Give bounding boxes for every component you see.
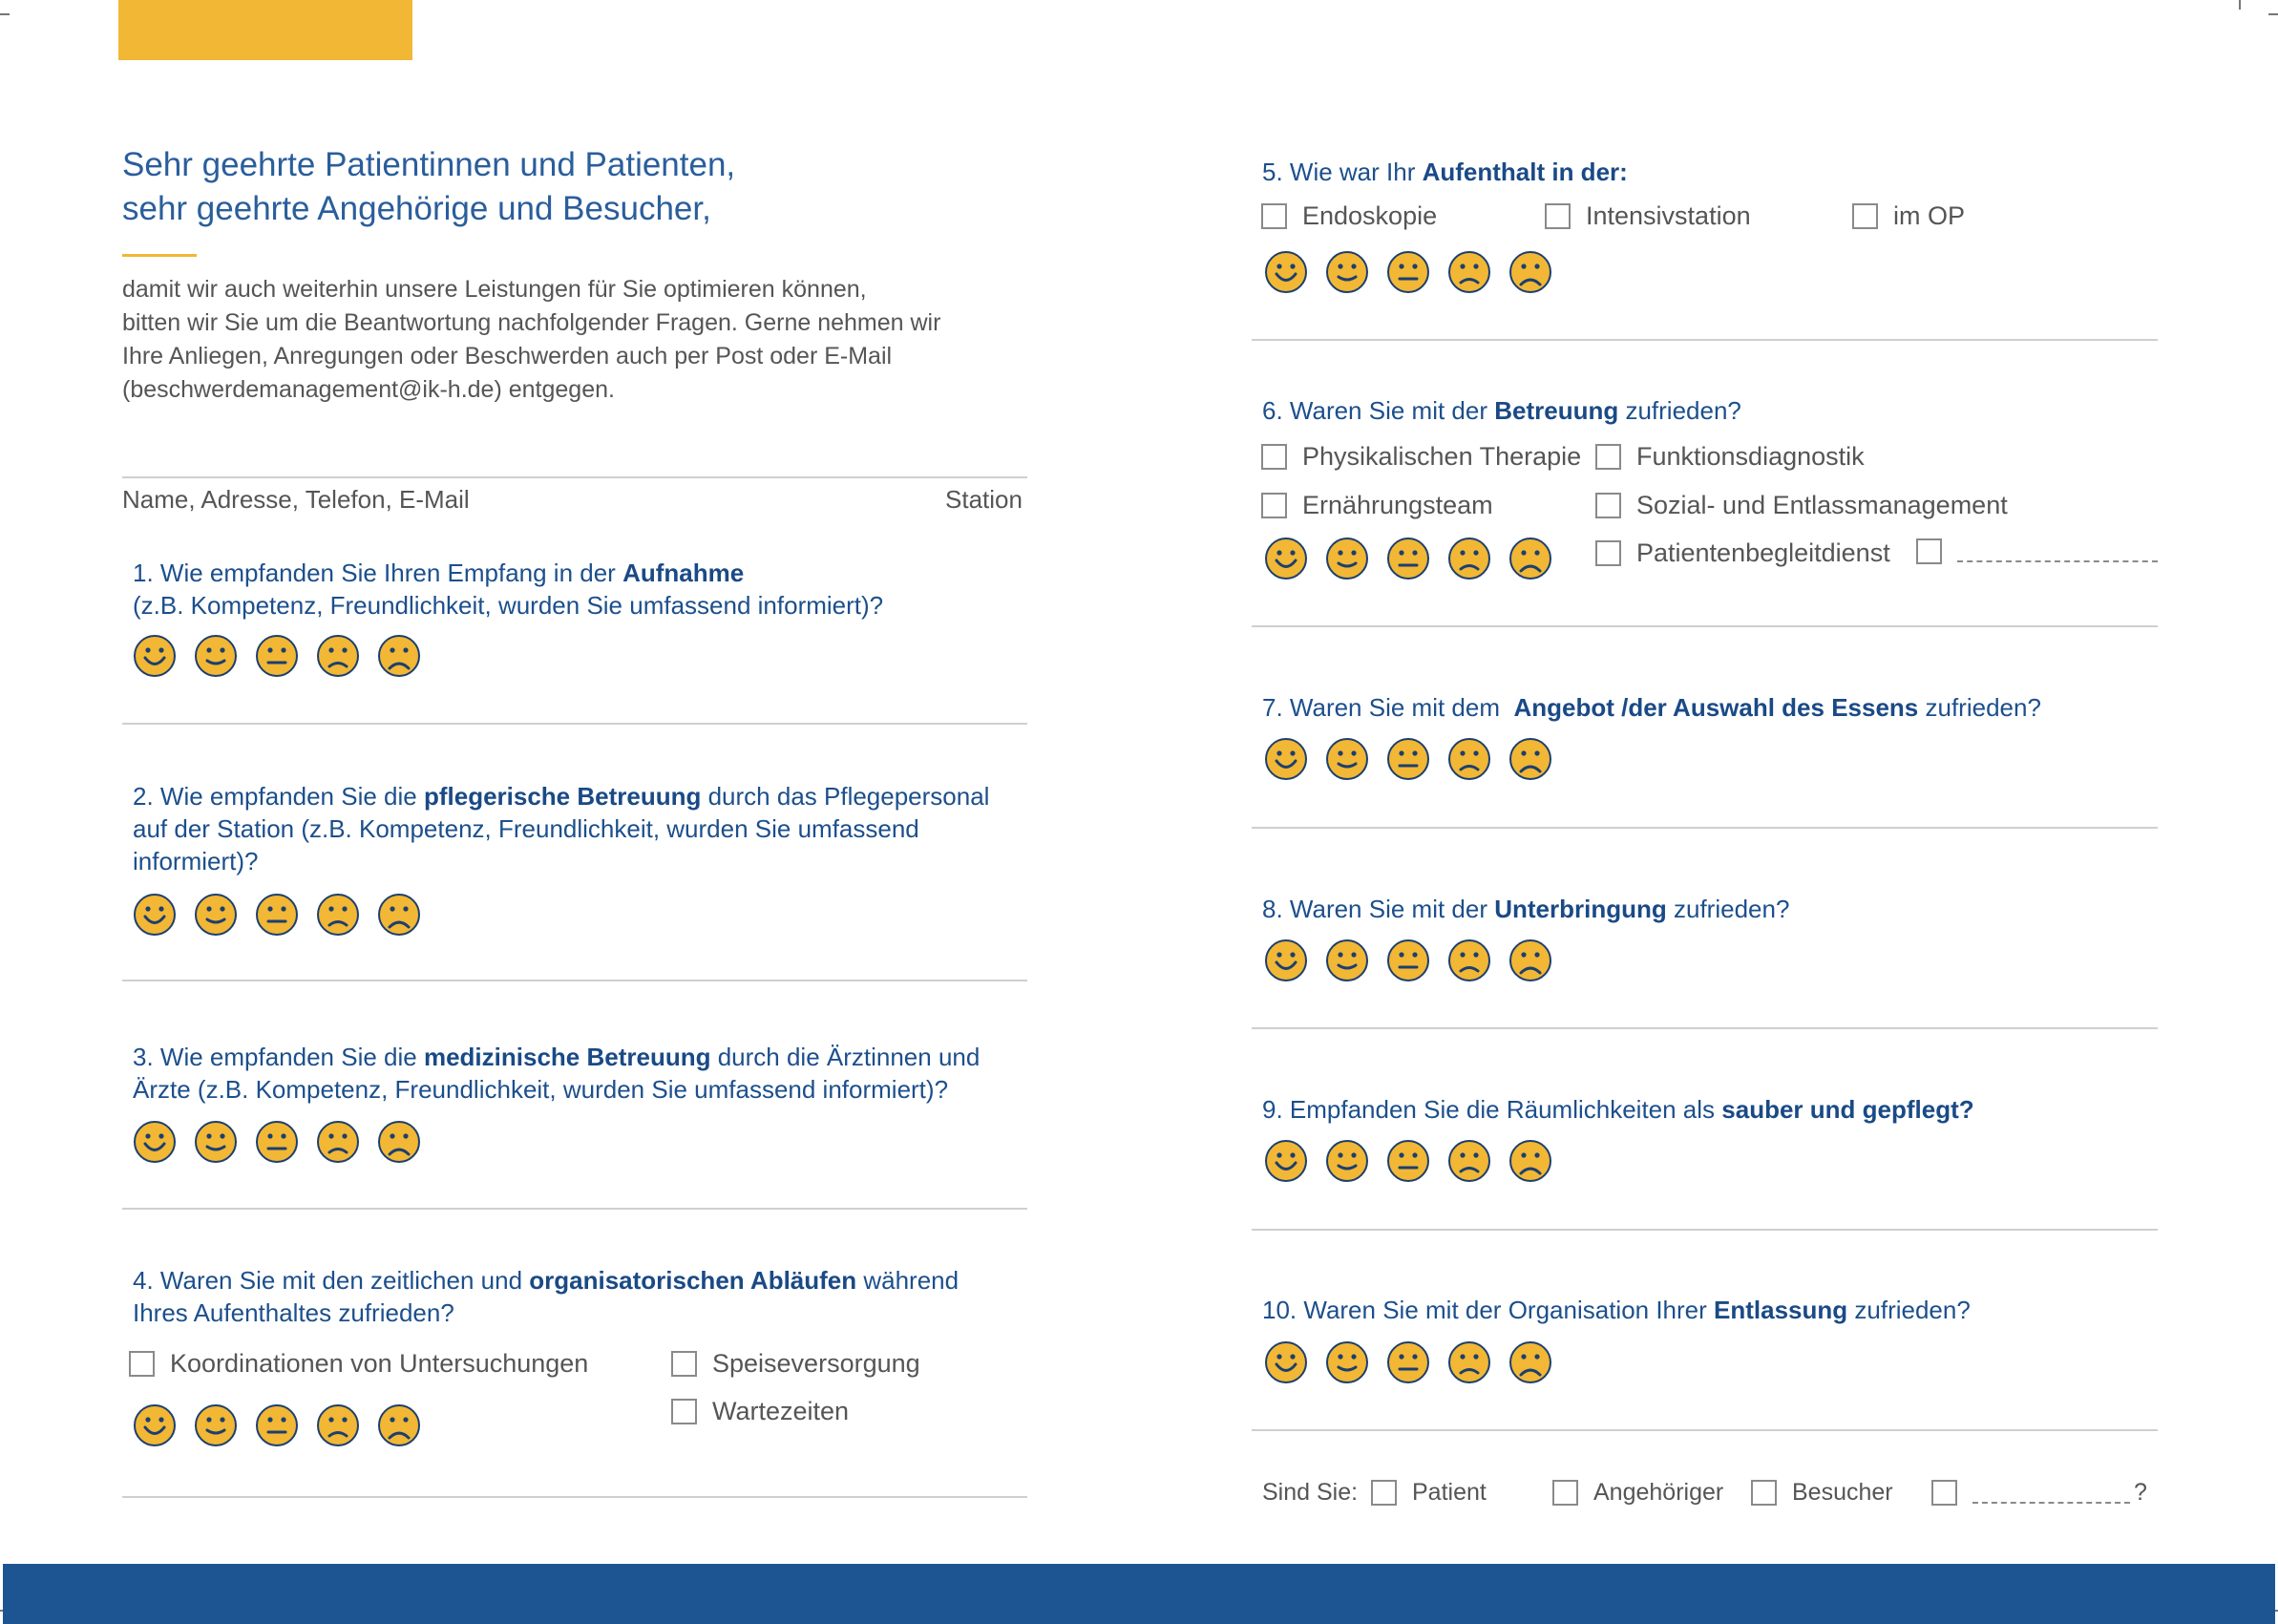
header-color-tab xyxy=(118,0,412,60)
smiley-sehr-unzufrieden-icon[interactable] xyxy=(1508,250,1552,294)
smiley-zufrieden-icon[interactable] xyxy=(1325,250,1369,294)
divider xyxy=(1252,1027,2158,1029)
smiley-sehr-unzufrieden-icon[interactable] xyxy=(377,893,421,937)
crop-mark xyxy=(0,13,10,15)
checkbox[interactable] xyxy=(129,1351,155,1377)
question-text: informiert)? xyxy=(133,847,259,875)
checkbox[interactable] xyxy=(1261,203,1287,229)
checkbox[interactable] xyxy=(671,1399,697,1424)
smiley-zufrieden-icon[interactable] xyxy=(194,634,238,678)
contact-input-line[interactable] xyxy=(122,476,1027,478)
option-wartezeiten[interactable] xyxy=(671,1397,849,1426)
question-10 xyxy=(1262,1294,1971,1326)
checkbox[interactable] xyxy=(1751,1480,1777,1506)
smiley-sehr-unzufrieden-icon[interactable] xyxy=(377,634,421,678)
rating-row xyxy=(1264,250,1552,294)
option-label: Endoskopie xyxy=(1302,201,1438,230)
smiley-zufrieden-icon[interactable] xyxy=(1325,537,1369,580)
intro-line: Ihre Anliegen, Anregungen oder Beschwerden auch per Post oder E-Mail xyxy=(122,343,893,369)
smiley-neutral-icon[interactable] xyxy=(255,634,299,678)
divider xyxy=(1252,1429,2158,1431)
checkbox[interactable] xyxy=(1595,493,1621,518)
option-label: Ernährungsteam xyxy=(1302,491,1493,519)
rating-row xyxy=(133,1120,421,1164)
question-keyword: Aufnahme xyxy=(622,559,745,587)
smiley-unzufrieden-icon[interactable] xyxy=(1447,1139,1491,1183)
checkbox[interactable] xyxy=(1931,1480,1957,1506)
checkbox[interactable] xyxy=(1371,1480,1397,1506)
option-label: Koordinationen von Untersuchungen xyxy=(170,1349,589,1378)
question-7 xyxy=(1262,691,2041,724)
respondent-label: Sind Sie: xyxy=(1262,1479,1359,1506)
question-text: Ihres Aufenthaltes zufrieden? xyxy=(133,1298,454,1327)
smiley-neutral-icon[interactable] xyxy=(255,1120,299,1164)
option-koordination[interactable] xyxy=(129,1349,588,1379)
smiley-unzufrieden-icon[interactable] xyxy=(316,893,360,937)
checkbox[interactable] xyxy=(1595,444,1621,470)
divider xyxy=(122,1496,1027,1498)
question-keyword: Angebot /der Auswahl des Essens xyxy=(1513,693,1919,722)
rating-row xyxy=(133,634,421,678)
question-text: 1. Wie empfanden Sie Ihren Empfang in der xyxy=(133,559,623,587)
smiley-sehr-unzufrieden-icon[interactable] xyxy=(377,1403,421,1447)
question-text: auf der Station (z.B. Kompetenz, Freundlichkeit, wurden Sie umfassend xyxy=(133,814,919,843)
contact-name-label: Name, Adresse, Telefon, E-Mail xyxy=(122,485,470,514)
smiley-neutral-icon[interactable] xyxy=(1386,250,1430,294)
smiley-sehr-unzufrieden-icon[interactable] xyxy=(1508,537,1552,580)
rating-row xyxy=(1264,737,1552,781)
option-physikalische-therapie[interactable] xyxy=(1261,442,1581,472)
footer-band xyxy=(3,1564,2275,1624)
smiley-sehr-zufrieden-icon[interactable] xyxy=(1264,250,1308,294)
question-keyword: Entlassung xyxy=(1714,1296,1848,1324)
question-keyword: Unterbringung xyxy=(1494,895,1667,923)
question-text: durch die Ärztinnen und xyxy=(710,1043,981,1071)
question-9 xyxy=(1262,1093,1974,1126)
smiley-zufrieden-icon[interactable] xyxy=(1325,1340,1369,1384)
crop-mark xyxy=(2239,0,2241,10)
question-text: 6. Waren Sie mit der xyxy=(1262,396,1495,425)
option-label: Patientenbegleitdienst xyxy=(1636,538,1890,567)
option-suffix: ? xyxy=(2134,1479,2147,1506)
question-4 xyxy=(133,1264,959,1329)
smiley-sehr-zufrieden-icon[interactable] xyxy=(133,893,177,937)
question-keyword: sauber und gepflegt? xyxy=(1721,1095,1974,1124)
option-label: im OP xyxy=(1893,201,1966,230)
question-keyword: medizinische Betreuung xyxy=(423,1043,711,1071)
checkbox[interactable] xyxy=(1545,203,1571,229)
option-ernaehrungsteam[interactable] xyxy=(1261,491,1493,520)
option-funktionsdiagnostik[interactable] xyxy=(1595,442,1865,472)
option-label: Sozial- und Entlassmanagement xyxy=(1636,491,2008,519)
smiley-unzufrieden-icon[interactable] xyxy=(1447,939,1491,982)
smiley-sehr-zufrieden-icon[interactable] xyxy=(1264,537,1308,580)
question-text: 5. Wie war Ihr xyxy=(1262,158,1423,186)
question-3 xyxy=(133,1041,980,1106)
option-label: Speiseversorgung xyxy=(712,1349,920,1378)
smiley-neutral-icon[interactable] xyxy=(1386,1340,1430,1384)
checkbox[interactable] xyxy=(1261,493,1287,518)
greeting-line: sehr geehrte Angehörige und Besucher, xyxy=(122,190,711,227)
question-text: 10. Waren Sie mit der Organisation Ihrer xyxy=(1262,1296,1715,1324)
smiley-unzufrieden-icon[interactable] xyxy=(1447,537,1491,580)
rating-row xyxy=(133,1403,421,1447)
rating-row xyxy=(1264,1340,1552,1384)
checkbox[interactable] xyxy=(1916,538,1942,564)
respondent-angehoeriger[interactable] xyxy=(1552,1479,1723,1507)
smiley-sehr-zufrieden-icon[interactable] xyxy=(1264,939,1308,982)
smiley-neutral-icon[interactable] xyxy=(255,1403,299,1447)
divider xyxy=(122,1208,1027,1210)
question-text: (z.B. Kompetenz, Freundlichkeit, wurden Sie umfassend informiert)? xyxy=(133,591,884,620)
option-label: Angehöriger xyxy=(1593,1479,1724,1506)
rating-row xyxy=(1264,939,1552,982)
question-text: zufrieden? xyxy=(1918,693,2041,722)
divider xyxy=(1252,625,2158,627)
option-label: Intensivstation xyxy=(1586,201,1751,230)
question-1 xyxy=(133,557,883,622)
smiley-sehr-unzufrieden-icon[interactable] xyxy=(1508,737,1552,781)
rating-row xyxy=(1264,1139,1552,1183)
smiley-unzufrieden-icon[interactable] xyxy=(1447,737,1491,781)
option-label: Besucher xyxy=(1792,1479,1893,1506)
question-6 xyxy=(1262,394,1741,427)
option-label: Wartezeiten xyxy=(712,1397,850,1425)
intro-line: bitten wir Sie um die Beantwortung nachfolgender Fragen. Gerne nehmen wir xyxy=(122,309,941,336)
smiley-unzufrieden-icon[interactable] xyxy=(316,1403,360,1447)
checkbox[interactable] xyxy=(1852,203,1878,229)
question-text: Ärzte (z.B. Kompetenz, Freundlichkeit, wurden Sie umfassend informiert)? xyxy=(133,1075,949,1104)
question-text: während xyxy=(856,1266,960,1295)
question-text: 9. Empfanden Sie die Räumlichkeiten als xyxy=(1262,1095,1722,1124)
option-im-op[interactable] xyxy=(1852,201,1965,231)
question-text: zufrieden? xyxy=(1618,396,1741,425)
checkbox[interactable] xyxy=(1261,444,1287,470)
question-keyword: pflegerische Betreuung xyxy=(423,782,702,811)
question-text: zufrieden? xyxy=(1666,895,1790,923)
smiley-unzufrieden-icon[interactable] xyxy=(316,634,360,678)
question-text: durch das Pflegepersonal xyxy=(701,782,990,811)
other-blank-line[interactable] xyxy=(1957,541,2158,562)
question-text: 4. Waren Sie mit den zeitlichen und xyxy=(133,1266,530,1295)
divider xyxy=(1252,1229,2158,1231)
checkbox[interactable] xyxy=(671,1351,697,1377)
question-8 xyxy=(1262,893,1789,925)
smiley-sehr-zufrieden-icon[interactable] xyxy=(1264,737,1308,781)
option-intensivstation[interactable] xyxy=(1545,201,1751,231)
smiley-sehr-zufrieden-icon[interactable] xyxy=(133,1120,177,1164)
divider xyxy=(122,723,1027,725)
question-keyword: organisatorischen Abläufen xyxy=(529,1266,857,1295)
other-blank-line[interactable] xyxy=(1972,1483,2130,1504)
smiley-sehr-zufrieden-icon[interactable] xyxy=(1264,1139,1308,1183)
question-keyword: Betreuung xyxy=(1494,396,1619,425)
smiley-neutral-icon[interactable] xyxy=(1386,737,1430,781)
question-2 xyxy=(133,780,989,877)
intro-line: (beschwerdemanagement@ik-h.de) entgegen. xyxy=(122,376,615,403)
question-text: 2. Wie empfanden Sie die xyxy=(133,782,424,811)
smiley-zufrieden-icon[interactable] xyxy=(1325,737,1369,781)
option-other[interactable] xyxy=(1916,538,2158,564)
smiley-neutral-icon[interactable] xyxy=(1386,1139,1430,1183)
option-endoskopie[interactable] xyxy=(1261,201,1437,231)
respondent-other[interactable] xyxy=(1931,1479,2147,1507)
divider xyxy=(1252,827,2158,829)
option-speiseversorgung[interactable] xyxy=(671,1349,920,1379)
smiley-unzufrieden-icon[interactable] xyxy=(1447,1340,1491,1384)
smiley-sehr-zufrieden-icon[interactable] xyxy=(133,634,177,678)
question-keyword: Aufenthalt in der: xyxy=(1422,158,1628,186)
smiley-neutral-icon[interactable] xyxy=(1386,537,1430,580)
question-text: zufrieden? xyxy=(1847,1296,1971,1324)
option-label: Physikalischen Therapie xyxy=(1302,442,1582,471)
divider xyxy=(1252,339,2158,341)
question-text: 7. Waren Sie mit dem xyxy=(1262,693,1514,722)
smiley-sehr-unzufrieden-icon[interactable] xyxy=(1508,1139,1552,1183)
contact-station-label: Station xyxy=(945,485,1023,514)
question-text: 8. Waren Sie mit der xyxy=(1262,895,1495,923)
smiley-sehr-unzufrieden-icon[interactable] xyxy=(377,1120,421,1164)
smiley-sehr-zufrieden-icon[interactable] xyxy=(1264,1340,1308,1384)
option-patientenbegleitdienst[interactable] xyxy=(1595,538,1890,568)
crop-mark xyxy=(2268,13,2278,15)
intro-text xyxy=(122,273,1020,407)
rating-row xyxy=(133,893,421,937)
greeting xyxy=(122,143,735,231)
smiley-zufrieden-icon[interactable] xyxy=(1325,1139,1369,1183)
smiley-sehr-unzufrieden-icon[interactable] xyxy=(1508,1340,1552,1384)
accent-rule xyxy=(122,254,197,257)
option-label: Patient xyxy=(1412,1479,1487,1506)
smiley-neutral-icon[interactable] xyxy=(1386,939,1430,982)
intro-line: damit wir auch weiterhin unsere Leistungen für Sie optimieren können, xyxy=(122,276,867,303)
rating-row xyxy=(1264,537,1552,580)
option-sozialmanagement[interactable] xyxy=(1595,491,2008,520)
smiley-unzufrieden-icon[interactable] xyxy=(1447,250,1491,294)
option-label: Funktionsdiagnostik xyxy=(1636,442,1865,471)
checkbox[interactable] xyxy=(1552,1480,1578,1506)
respondent-besucher[interactable] xyxy=(1751,1479,1893,1507)
smiley-zufrieden-icon[interactable] xyxy=(194,1403,238,1447)
smiley-zufrieden-icon[interactable] xyxy=(194,893,238,937)
divider xyxy=(122,980,1027,981)
question-5 xyxy=(1262,156,1628,188)
smiley-zufrieden-icon[interactable] xyxy=(1325,939,1369,982)
question-text: 3. Wie empfanden Sie die xyxy=(133,1043,424,1071)
smiley-zufrieden-icon[interactable] xyxy=(194,1120,238,1164)
respondent-patient[interactable] xyxy=(1371,1479,1487,1507)
smiley-unzufrieden-icon[interactable] xyxy=(316,1120,360,1164)
smiley-sehr-zufrieden-icon[interactable] xyxy=(133,1403,177,1447)
checkbox[interactable] xyxy=(1595,540,1621,566)
greeting-line: Sehr geehrte Patientinnen und Patienten, xyxy=(122,146,736,183)
smiley-neutral-icon[interactable] xyxy=(255,893,299,937)
smiley-sehr-unzufrieden-icon[interactable] xyxy=(1508,939,1552,982)
